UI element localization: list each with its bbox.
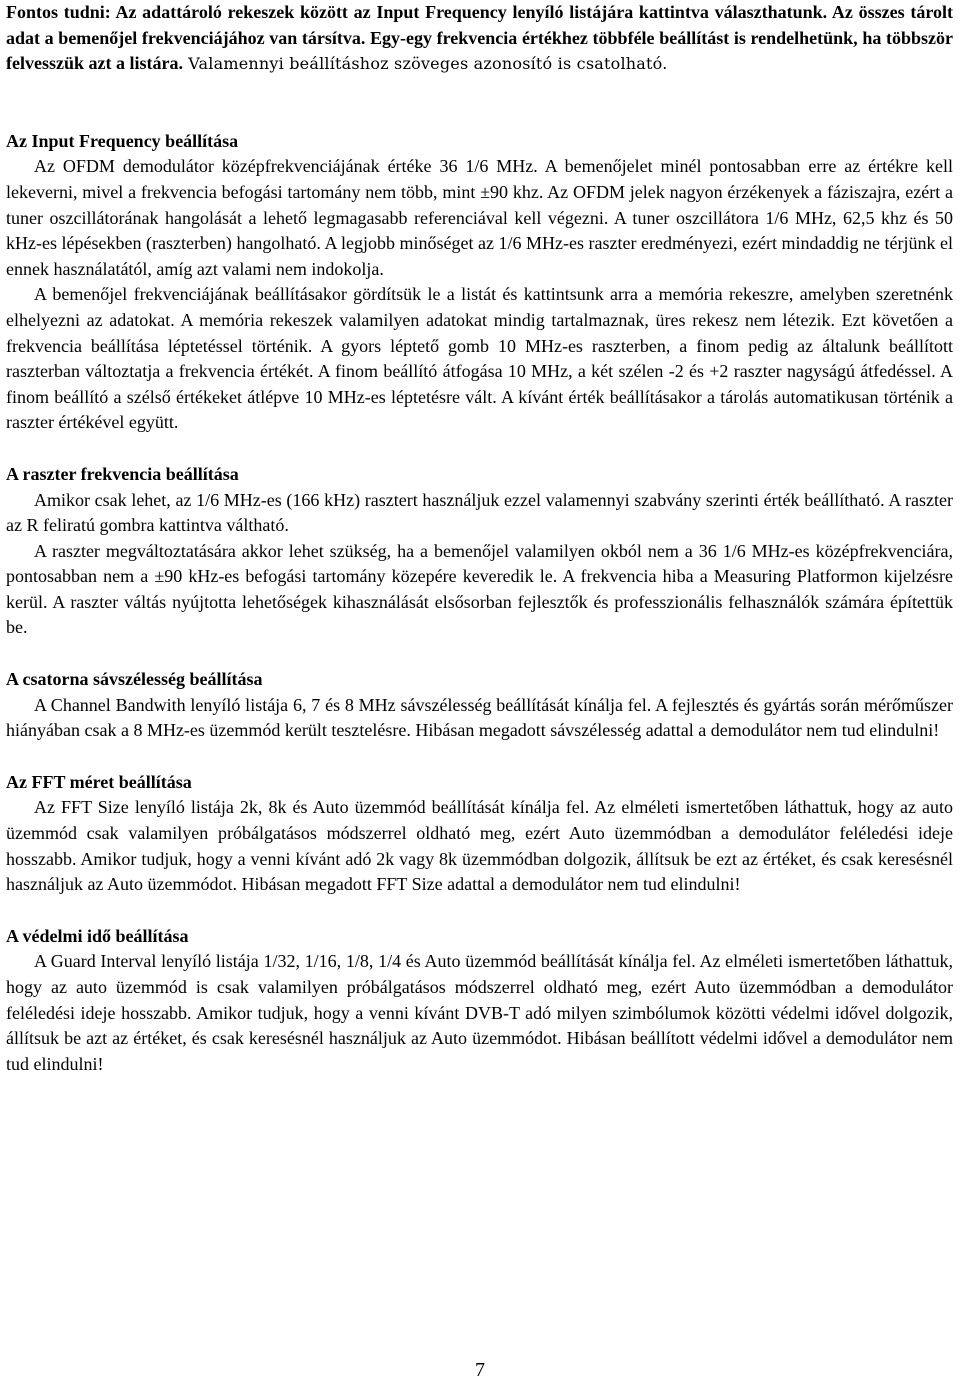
section-heading: A védelmi idő beállítása xyxy=(6,925,189,946)
section-fft-size xyxy=(6,770,953,898)
intro-rest-text: Valamennyi beállításhoz szöveges azonosító is csatolható. xyxy=(182,54,668,74)
paragraph: Amikor csak lehet, az 1/6 MHz-es (166 kHz) rasztert használjuk ezzel valamennyi szabvány szerinti érték beállítható. A raszter az R feliratú gombra kattintva váltható. xyxy=(6,489,953,536)
paragraph: Az OFDM demodulátor középfrekvenciájának értéke 36 1/6 MHz. A bemenőjelet minél pontosabban erre az értékre kell lekeverni, mivel a frekvencia befogási tartomány nem több, mint ±90 khz. Az OFDM jelek nagyon érzékenyek a fáziszajra, ezért a tuner oszcillátorának hangolását a lehető legmagasabb referenciával kell végezni. A tuner oszcillátora 1/6 MHz, 62,5 khz és 50 kHz-es lépésekben (raszterben) hangolható. A legjobb minőséget az 1/6 MHz-es raszter eredményezi, ezért mindaddig ne térjünk el ennek használatától, amíg azt valami nem indokolja. xyxy=(6,156,953,279)
section-heading: A csatorna sávszélesség beállítása xyxy=(6,669,263,690)
section-heading: Az Input Frequency beállítása xyxy=(6,130,239,151)
intro-paragraph xyxy=(6,0,953,77)
paragraph: Az FFT Size lenyíló listája 2k, 8k és Auto üzemmód beállítását kínálja fel. Az elméleti ismertetőben láthattuk, hogy az auto üzemmód csak valamilyen próbálgatásos módszerrel oldható meg, ezért Auto üzemmódban a demodulátor feléledési ideje hosszabb. Amikor tudjuk, hogy a venni kívánt adó 2k vagy 8k üzemmódban dolgozik, állítsuk be ezt az értéket, és csak keresésnél használjuk az Auto üzemmódot. Hibásan megadott FFT Size adattal a demodulátor nem tud elindulni! xyxy=(6,797,953,895)
intro-bold-text: Fontos tudni: Az adattároló rekeszek között az Input Frequency lenyíló listájára kattintva választhatunk. Az összes tárolt adat a bemenőjel frekvenciájához van társítva. Egy-egy frekvencia értékhez többféle beállítást is rendelhetünk, ha többször felvesszük azt a listára. xyxy=(6,2,953,74)
section-heading: Az FFT méret beállítása xyxy=(6,771,192,792)
section-channel-bandwidth xyxy=(6,667,953,744)
paragraph: A Channel Bandwith lenyíló listája 6, 7 és 8 MHz sávszélesség beállítását kínálja fel. A fejlesztés és gyártás során mérőműszer hiányában csak a 8 MHz-es üzemmód került tesztelésre. Hibásan megadott sávszélesség adattal a demodulátor nem tud elindulni! xyxy=(6,694,953,741)
paragraph: A bemenőjel frekvenciájának beállításakor gördítsük le a listát és kattintsunk arra a memória rekeszre, amelyben szeretnénk elhelyezni az adatokat. A memória rekeszek valamilyen adatokat mindig tartalmaznak, üres rekesz nem létezik. Ezt követően a frekvencia beállítása léptetéssel történik. A gyors léptető gomb 10 MHz-es raszterben, a finom pedig az általunk beállított raszterban változtatja a frekvencia értékét. A finom beállító átfogása 10 MHz, a két szélen -2 és +2 raszter nagyságú átfedéssel. A finom beállító a szélső értékeket átlépve 10 MHz-es léptetésre vált. A kívánt érték beállításakor a tárolás automatikusan történik a raszter értékével együtt. xyxy=(6,284,953,433)
section-heading: A raszter frekvencia beállítása xyxy=(6,463,239,484)
page-number: 7 xyxy=(475,1359,485,1381)
paragraph: A Guard Interval lenyíló listája 1/32, 1/16, 1/8, 1/4 és Auto üzemmód beállítását kínálja fel. Az elméleti ismertetőben láthattuk, hogy az auto üzemmód is csak valamilyen próbálgatásos módszerrel oldható meg, ezért Auto üzemmódban a demodulátor feléledési ideje hosszabb. Amikor tudjuk, hogy a venni kívánt DVB-T adó milyen szimbólumok közötti védelmi idővel dolgozik, állítsuk be azt az értéket, és csak keresésnél használjuk az Auto üzemmódot. Hibásan beállított védelmi idővel a demodulátor nem tud elindulni! xyxy=(6,951,953,1074)
section-input-frequency xyxy=(6,129,953,436)
section-guard-interval xyxy=(6,924,953,1078)
section-raster-frequency xyxy=(6,462,953,641)
paragraph: A raszter megváltoztatására akkor lehet szükség, ha a bemenőjel valamilyen okból nem a 36 1/6 MHz-es középfrekvenciára, pontosabban nem a ±90 kHz-es befogási tartomány közepére keveredik le. A frekvencia hiba a Measuring Platformon kijelzésre kerül. A raszter váltás nyújtotta lehetőségek kihasználását elsősorban fejlesztők és professzionális felhasználók számára építettük be. xyxy=(6,540,953,638)
